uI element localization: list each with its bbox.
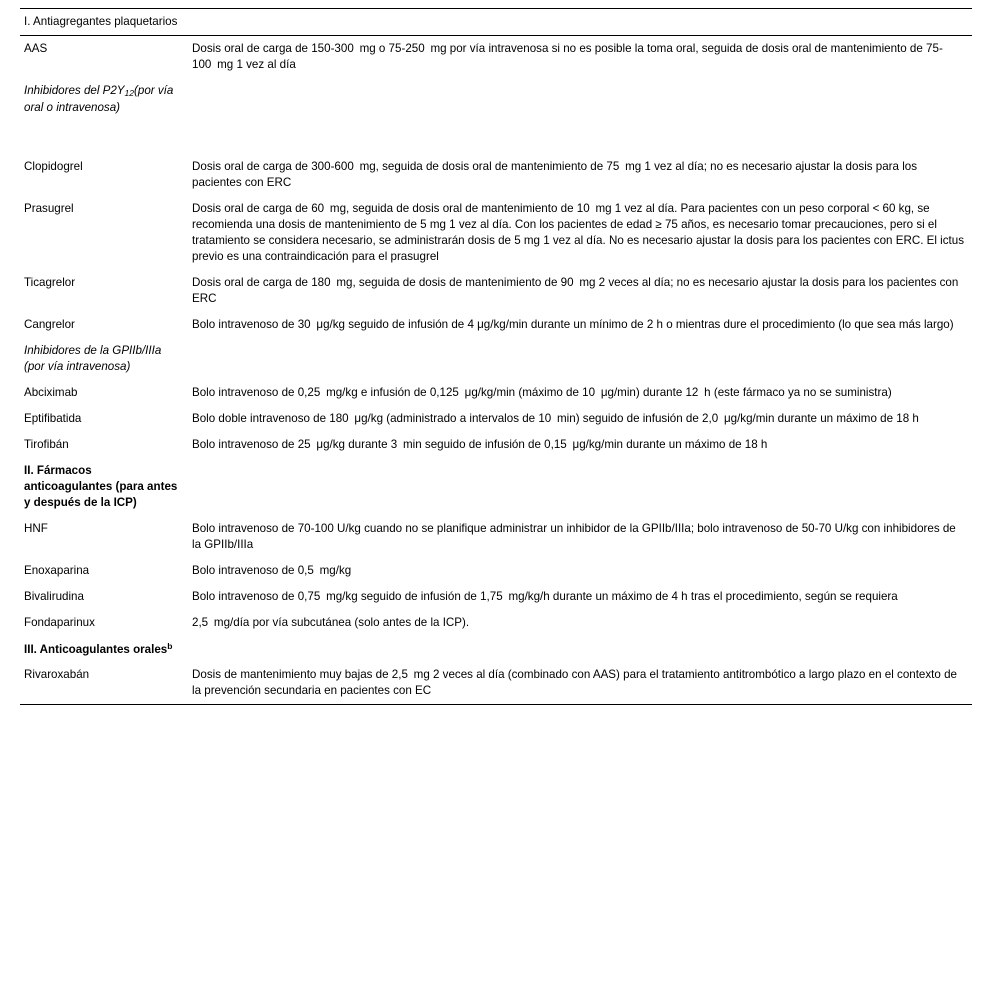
table-body bbox=[20, 9, 972, 705]
row-desc-eptifibatida: Bolo doble intravenoso de 180 μg/kg (administrado a intervalos de 10 min) seguido de infusión de 2,0 μg/kg/min durante un máximo de 18 h bbox=[192, 411, 919, 425]
table-row bbox=[20, 35, 972, 77]
row-name-antiagregantes: I. Antiagregantes plaquetarios bbox=[20, 9, 188, 36]
row-desc-cangrelor: Bolo intravenoso de 30 μg/kg seguido de infusión de 4 μg/kg/min durante un mínimo de 2 h o mientras dure el procedimiento (lo que sea más largo) bbox=[192, 317, 954, 331]
table-row bbox=[20, 432, 972, 458]
row-desc-ticagrelor: Dosis oral de carga de 180 mg, seguida de dosis de mantenimiento de 90 mg 2 veces al día; no es necesario ajustar la dosis para los pacientes con ERC bbox=[192, 275, 959, 305]
row-desc-tirofiban: Bolo intravenoso de 25 μg/kg durante 3 min seguido de infusión de 0,15 μg/kg/min durante un máximo de 18 h bbox=[192, 437, 768, 451]
row-desc-clopidogrel: Dosis oral de carga de 300-600 mg, seguida de dosis oral de mantenimiento de 75 mg 1 vez al día; no es necesario ajustar la dosis para los pacientes con ERC bbox=[192, 159, 918, 189]
table-row bbox=[20, 338, 972, 380]
table-row bbox=[20, 196, 972, 270]
row-desc-enoxaparina: Bolo intravenoso de 0,5 mg/kg bbox=[192, 563, 352, 577]
row-desc-farmacos-anticoagulantes bbox=[188, 458, 972, 516]
table-row bbox=[20, 636, 972, 663]
row-name-hnf: HNF bbox=[24, 521, 48, 535]
table-row bbox=[20, 380, 972, 406]
table-row bbox=[20, 9, 972, 36]
row-desc-inhibidores-p2y12 bbox=[188, 78, 972, 154]
row-desc-abciximab: Bolo intravenoso de 0,25 mg/kg e infusión de 0,125 μg/kg/min (máximo de 10 μg/min) durante 12 h (este fármaco ya no se suministra) bbox=[192, 385, 892, 399]
row-desc-fondaparinux: 2,5 mg/día por vía subcutánea (solo antes de la ICP). bbox=[192, 615, 470, 629]
row-name-fondaparinux: Fondaparinux bbox=[24, 615, 95, 629]
table-row bbox=[20, 154, 972, 196]
table-row bbox=[20, 516, 972, 558]
row-desc-bivalirudina: Bolo intravenoso de 0,75 mg/kg seguido de infusión de 1,75 mg/kg/h durante un máximo de 4 h tras el procedimiento, según se requiera bbox=[192, 589, 898, 603]
row-name-anticoagulantes-orales: III. Anticoagulantes orales$^b$ bbox=[24, 640, 173, 656]
table-row bbox=[20, 312, 972, 338]
row-name-tirofiban: Tirofibán bbox=[24, 437, 69, 451]
row-name-ticagrelor: Ticagrelor bbox=[24, 275, 76, 289]
row-name-abciximab: Abciximab bbox=[24, 385, 78, 399]
row-desc-rivaroxaban: Dosis de mantenimiento muy bajas de 2,5 mg 2 veces al día (combinado con AAS) para el tratamiento antitrombótico a largo plazo en el contexto de la prevención secundaria en pacientes con EC bbox=[188, 662, 972, 704]
table-row bbox=[20, 270, 972, 312]
table-row bbox=[20, 584, 972, 610]
row-name-prasugrel: Prasugrel bbox=[24, 201, 74, 215]
table-row bbox=[20, 406, 972, 432]
document-page bbox=[0, 8, 992, 1007]
antithrombotic-drug-table bbox=[20, 8, 972, 705]
row-desc-hnf: Bolo intravenoso de 70-100 U/kg cuando no se planifique administrar un inhibidor de la GPIIb/IIIa; bolo intravenoso de 50-70 U/kg con inhibidores de la GPIIb/IIIa bbox=[192, 521, 956, 551]
row-desc-aas: Dosis oral de carga de 150-300 mg o 75-250 mg por vía intravenosa si no es posible la toma oral, seguida de dosis oral de mantenimiento de 75-100 mg 1 vez al día bbox=[188, 35, 972, 77]
row-name-bivalirudina: Bivalirudina bbox=[24, 589, 84, 603]
row-name-cangrelor: Cangrelor bbox=[24, 317, 75, 331]
row-name-rivaroxaban: Rivaroxabán bbox=[20, 662, 188, 704]
row-name-inhibidores-gpiibiiia: Inhibidores de la GPIIb/IIIa (por vía intravenosa) bbox=[24, 343, 162, 373]
row-name-enoxaparina: Enoxaparina bbox=[24, 563, 90, 577]
row-desc-prasugrel: Dosis oral de carga de 60 mg, seguida de dosis oral de mantenimiento de 10 mg 1 vez al día. Para pacientes con un peso corporal < 60 kg, se recomienda una dosis de mantenimiento de 5 mg 1 vez al día. Con los pacientes de edad ≥ 75 años, es necesario tomar precauciones, pero si el tratamiento se considera necesario, se administrarán dosis de 5 mg 1 vez al día. No es necesario ajustar la dosis para los pacientes con ERC. El ictus previo es una contraindicación para el prasugrel bbox=[192, 201, 965, 263]
row-name-inhibidores-p2y12: Inhibidores del $P2Y_{12}(por$ vía oral o intravenosa) bbox=[24, 83, 174, 114]
row-name-eptifibatida: Eptifibatida bbox=[24, 411, 82, 425]
table-row bbox=[20, 558, 972, 584]
row-name-clopidogrel: Clopidogrel bbox=[24, 159, 83, 173]
row-name-farmacos-anticoagulantes: II. Fármacos anticoagulantes (para antes y después de la ICP) bbox=[24, 463, 178, 509]
row-name-aas: AAS bbox=[20, 35, 188, 77]
table-row bbox=[20, 662, 972, 704]
row-desc-antiagregantes bbox=[188, 9, 972, 36]
row-desc-inhibidores-gpiibiiia bbox=[188, 338, 972, 380]
table-row bbox=[20, 78, 972, 154]
row-desc-anticoagulantes-orales bbox=[188, 636, 972, 663]
table-row bbox=[20, 610, 972, 636]
table-row bbox=[20, 458, 972, 516]
